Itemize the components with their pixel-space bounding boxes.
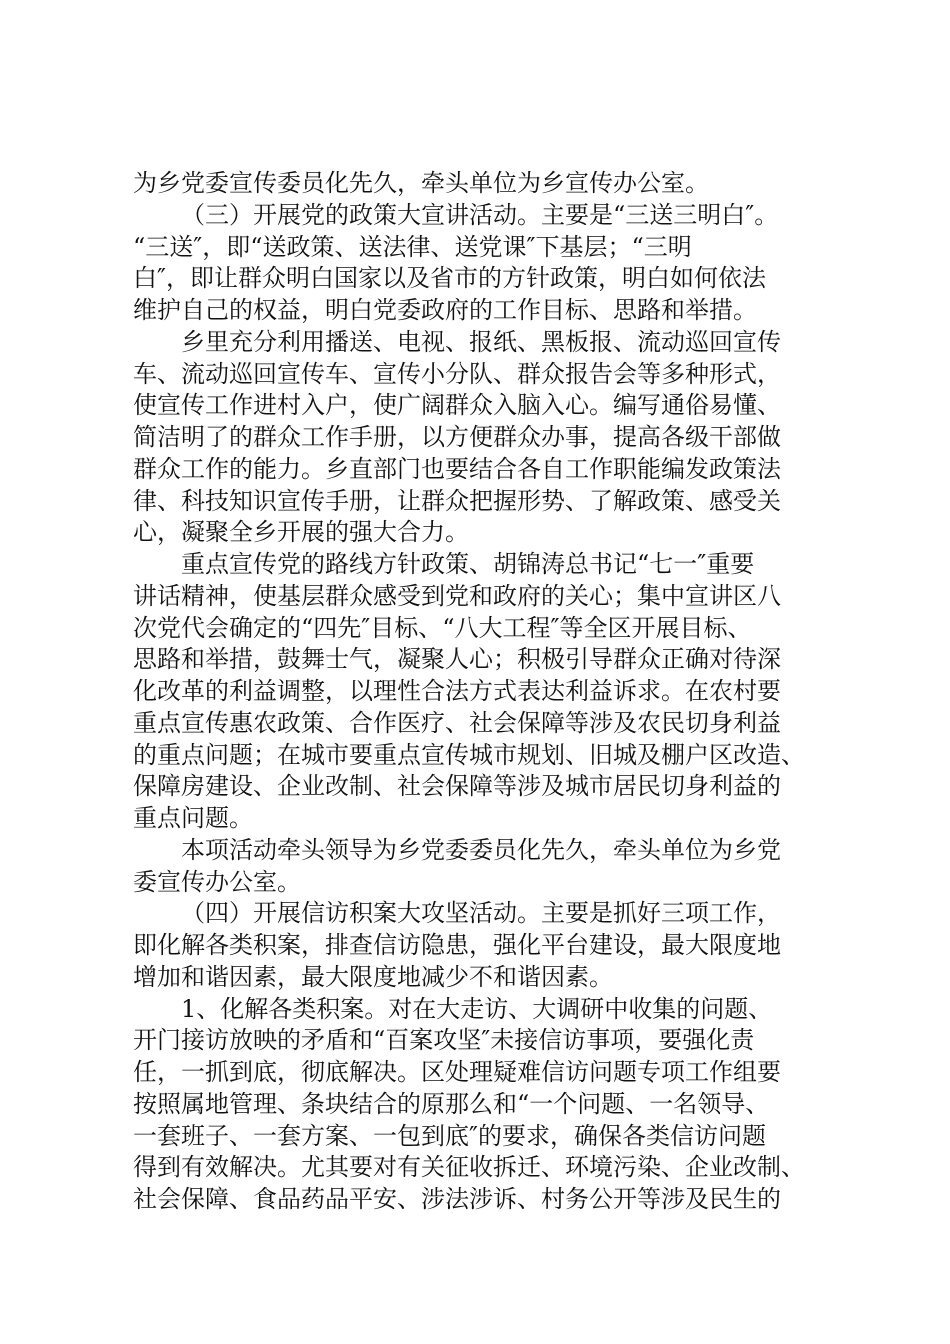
text-line: 次党代会确定的“四先″目标、“八大工程″等全区开展目标、 (133, 613, 752, 642)
text-line: 思路和举措，鼓舞士气，凝聚人心；积极引导群众正确对待深 (133, 645, 781, 674)
text-line: 群众工作的能力。乡直部门也要结合各自工作职能编发政策法 (133, 454, 781, 483)
text-line: （四）开展信访积案大攻坚活动。主要是抓好三项工作， (181, 899, 781, 928)
text-line: 重点宣传惠农政策、合作医疗、社会保障等涉及农民切身利益 (133, 708, 781, 737)
text-line: 车、流动巡回宣传车、宣传小分队、群众报告会等多种形式， (133, 359, 781, 388)
text-line: 律、科技知识宣传手册，让群众把握形势、了解政策、感受关 (133, 486, 781, 515)
text-line: 重点宣传党的路线方针政策、胡锦涛总书记“七一″重要 (181, 550, 755, 578)
document-body (133, 168, 853, 1216)
text-line: 心，凝聚全乡开展的强大合力。 (133, 518, 469, 547)
text-line: 保障房建设、企业改制、社会保障等涉及城市居民切身利益的 (133, 772, 781, 801)
text-line: 维护自己的权益，明白党委政府的工作目标、思路和举措。 (133, 296, 757, 324)
text-line: 按照属地管理、条块结合的原那么和“一个问题、一名领导、 (133, 1089, 770, 1118)
text-line: 得到有效解决。尤其要对有关征收拆迁、环境污染、企业改制、 (133, 1153, 805, 1182)
text-line: 简洁明了的群众工作手册，以方便群众办事，提高各级干部做 (133, 423, 781, 451)
text-line: 一套班子、一套方案、一包到底″的要求，确保各类信访问题 (133, 1121, 766, 1150)
text-line: 本项活动牵头领导为乡党委委员化先久，牵头单位为乡党 (181, 835, 781, 864)
text-line: （三）开展党的政策大宣讲活动。主要是“三送三明白″。 (181, 200, 779, 229)
text-line: 开门接访放映的矛盾和“百案攻坚″未接信访事项，要强化责 (133, 1026, 755, 1055)
text-line: 1、化解各类积案。对在大走访、大调研中收集的问题、 (181, 994, 773, 1023)
text-line: 任，一抓到底，彻底解决。区处理疑难信访问题专项工作组要 (133, 1058, 781, 1086)
text-line: 乡里充分利用播送、电视、报纸、黑板报、流动巡回宣传 (181, 327, 781, 356)
text-line: 为乡党委宣传委员化先久，牵头单位为乡宣传办公室。 (133, 169, 709, 197)
text-line: 讲话精神，使基层群众感受到党和政府的关心；集中宣讲区八 (133, 581, 781, 610)
text-line: 重点问题。 (133, 804, 253, 832)
text-line: 的重点问题；在城市要重点宣传城市规划、旧城及棚户区改造、 (133, 740, 805, 769)
text-line: 使宣传工作进村入户，使广阔群众入脑入心。编写通俗易懂、 (133, 391, 781, 420)
text-line: 化改革的利益调整，以理性合法方式表达利益诉求。在农村要 (133, 677, 781, 705)
text-line: 即化解各类积案，排查信访隐患，强化平台建设，最大限度地 (133, 931, 781, 959)
text-line: 委宣传办公室。 (133, 867, 301, 896)
text-line: 白″，即让群众明白国家以及省市的方针政策，明白如何依法 (133, 264, 766, 293)
text-line: 增加和谐因素，最大限度地减少不和谐因素。 (133, 962, 613, 991)
text-line: “三送″，即“送政策、送法律、送党课″下基层；“三明 (133, 232, 692, 261)
text-line: 社会保障、食品药品平安、涉法涉诉、村务公开等涉及民生的 (133, 1185, 781, 1213)
